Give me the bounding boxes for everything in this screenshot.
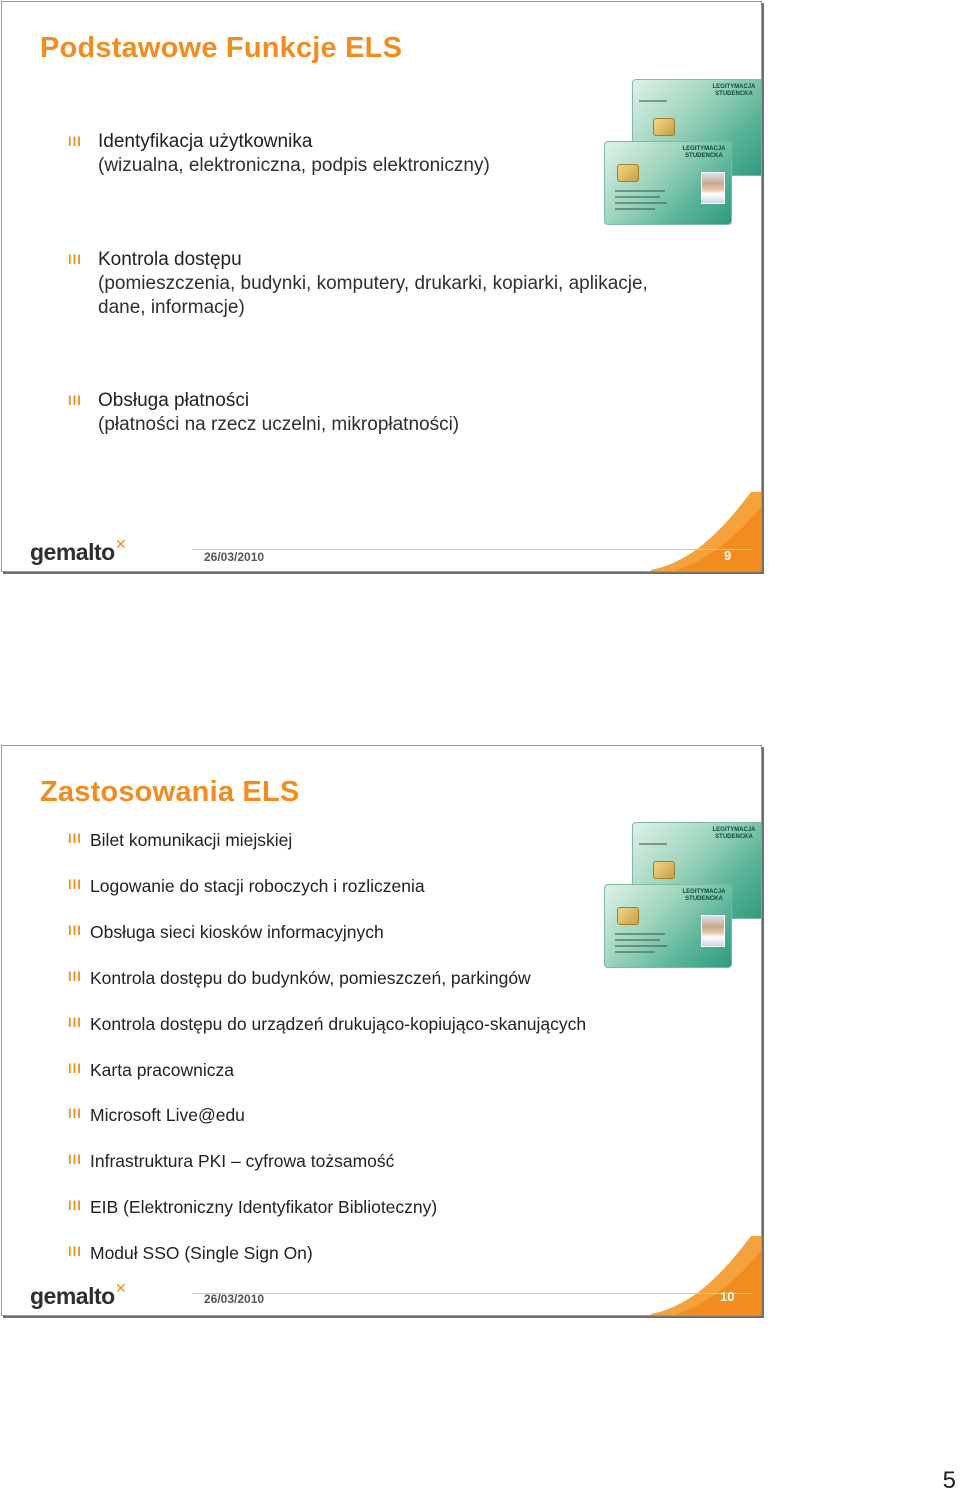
chip-icon — [617, 907, 639, 925]
card-label: LEGITYMACJA STUDENCKA — [682, 146, 726, 159]
bullet-main-text: Identyfikacja użytkownika — [98, 131, 313, 152]
bullet-text: Microsoft Live@edu — [90, 1105, 245, 1125]
bullet-marker-icon: lll — [68, 1061, 82, 1076]
bullet-sub-text: (wizualna, elektroniczna, podpis elektroniczny) — [98, 155, 490, 176]
student-id-card-image — [604, 822, 762, 972]
card-front — [604, 884, 732, 968]
student-id-card-image — [604, 79, 762, 229]
bullet-text: Infrastruktura PKI – cyfrowa tożsamość — [90, 1151, 395, 1171]
bullet-text: Karta pracownicza — [90, 1060, 234, 1080]
card-label: LEGITYMACJA STUDENCKA — [712, 827, 756, 840]
bullet-sub-text: (płatności na rzecz uczelni, mikropłatności) — [98, 414, 460, 435]
logo-star-icon: ✕ — [115, 536, 127, 552]
bullet-text: Kontrola dostępu do budynków, pomieszczeń, parkingów — [90, 968, 531, 988]
bullet-marker-icon: lll — [68, 1152, 82, 1167]
bullet-text: Bilet komunikacji miejskiej — [90, 830, 293, 850]
bullet-marker-icon: lll — [68, 1244, 82, 1259]
bullet-item — [68, 1104, 245, 1126]
bullet-item — [68, 875, 425, 897]
bullet-marker-icon: lll — [68, 969, 82, 984]
bullet-text: Obsługa sieci kiosków informacyjnych — [90, 922, 384, 942]
chip-icon — [617, 164, 639, 182]
card-label: LEGITYMACJA STUDENCKA — [712, 84, 756, 97]
orange-swoosh-icon — [651, 1236, 761, 1316]
bullet-marker-icon: lll — [68, 252, 82, 267]
footer-divider — [192, 1293, 752, 1294]
bullet-sub-text: (pomieszczenia, budynki, komputery, drukarki, kopiarki, aplikacje, — [98, 273, 648, 294]
card-front — [604, 141, 732, 225]
bullet-main-text: Obsługa płatności — [98, 390, 250, 411]
bullet-item — [68, 829, 292, 851]
bullet-marker-icon: lll — [68, 1198, 82, 1213]
bullet-marker-icon: lll — [68, 923, 82, 938]
bullet-marker-icon: lll — [68, 393, 82, 408]
orange-swoosh-icon — [651, 492, 761, 572]
card-label: LEGITYMACJA STUDENCKA — [682, 889, 726, 902]
slide-number: 9 — [724, 548, 732, 563]
bullet-item — [68, 248, 648, 320]
bullet-item — [68, 1196, 437, 1218]
logo-star-icon: ✕ — [115, 1280, 127, 1296]
bullet-item — [68, 921, 384, 943]
bullet-text: Kontrola dostępu do urządzeń drukująco-kopiująco-skanujących — [90, 1014, 587, 1034]
slide-title: Zastosowania ELS — [40, 776, 300, 808]
bullet-text: Logowanie do stacji roboczych i rozliczenia — [90, 876, 425, 896]
slide-title: Podstawowe Funkcje ELS — [40, 32, 403, 64]
gemalto-logo: gemalto — [30, 539, 115, 565]
bullet-item — [68, 1059, 234, 1081]
footer-date: 26/03/2010 — [204, 1292, 265, 1306]
bullet-marker-icon: lll — [68, 1106, 82, 1121]
slide-10 — [1, 745, 762, 1316]
bullet-item — [68, 1242, 313, 1264]
gemalto-logo: gemalto — [30, 1283, 115, 1309]
bullet-item — [68, 1013, 586, 1035]
bullet-item — [68, 389, 459, 437]
bullet-item — [68, 130, 490, 178]
portrait-photo-icon — [701, 172, 725, 204]
chip-icon — [653, 118, 675, 136]
bullet-sub-text: dane, informacje) — [98, 297, 245, 318]
slide-number: 10 — [720, 1289, 735, 1304]
bullet-marker-icon: lll — [68, 877, 82, 892]
portrait-photo-icon — [701, 915, 725, 947]
bullet-text: EIB (Elektroniczny Identyfikator Biblioteczny) — [90, 1197, 438, 1217]
bullet-marker-icon: lll — [68, 831, 82, 846]
footer-divider — [192, 549, 752, 550]
document-page-number: 5 — [942, 1467, 956, 1494]
bullet-text: Moduł SSO (Single Sign On) — [90, 1243, 313, 1263]
chip-icon — [653, 861, 675, 879]
footer-date: 26/03/2010 — [204, 550, 265, 564]
slide-9 — [1, 1, 762, 572]
bullet-marker-icon: lll — [68, 134, 82, 149]
bullet-marker-icon: lll — [68, 1015, 82, 1030]
bullet-item — [68, 1150, 394, 1172]
bullet-main-text: Kontrola dostępu — [98, 249, 242, 270]
bullet-item — [68, 967, 531, 989]
